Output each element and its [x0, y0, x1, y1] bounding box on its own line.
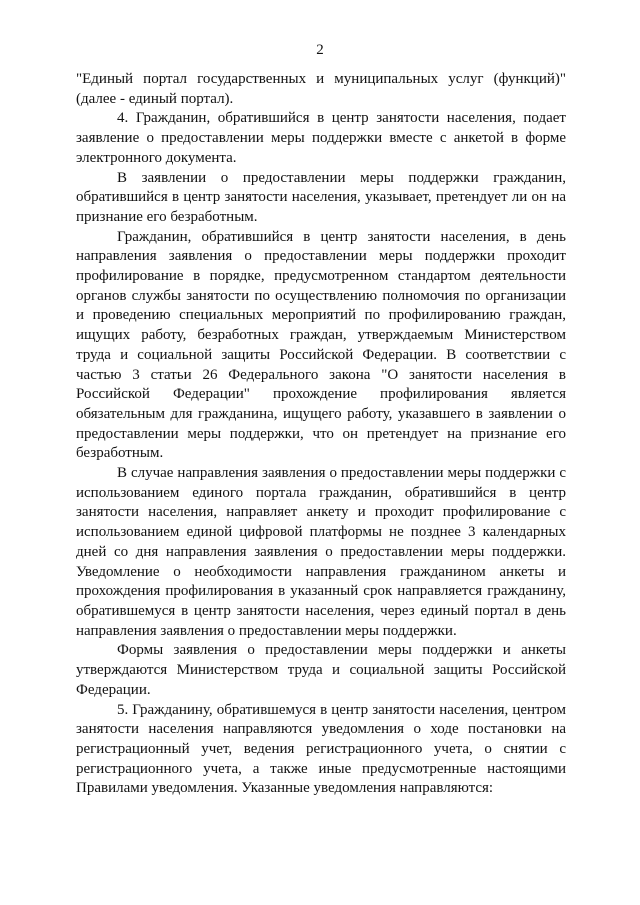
- paragraph-unemployed-claim: В заявлении о предоставлении меры поддержки гражданин, обратившийся в центр занятости населения, указывает, претендует ли он на признание его безработным.: [76, 169, 566, 225]
- paragraph-item-4: 4. Гражданин, обратившийся в центр занятости населения, подает заявление о предоставлении меры поддержки вместе с анкетой в форме электронного документа.: [76, 110, 566, 166]
- paragraph-portal-application: В случае направления заявления о предоставлении меры поддержки с использованием единого портала гражданин, обратившийся в центр занятости населения, направляет анкету и проходит профилирование с использованием единой цифровой платформы не позднее 3 календарных дней со дня направления заявления о предоставлении меры поддержки. Уведомление о необходимости направления гражданином анкеты и прохождения профилирования в указанный срок направляется гражданину, обратившемуся в центр занятости населения, через единый портал в день направления заявления о предоставлении меры поддержки.: [76, 465, 566, 639]
- paragraph-item-5: 5. Гражданину, обратившемуся в центр занятости населения, центром занятости населения направляются уведомления о ходе постановки на регистрационный учет, ведения регистрационного учета, о снятии с регистрационного учета, а также иные предусмотренные настоящими Правилами уведомления. Указанные уведомления направляются:: [76, 701, 566, 797]
- paragraph-portal-definition: "Единый портал государственных и муниципальных услуг (функций)" (далее - единый портал).: [76, 71, 566, 107]
- paragraph-forms: Формы заявления о предоставлении меры поддержки и анкеты утверждаются Министерством труда и социальной защиты Российской Федерации.: [76, 642, 566, 698]
- paragraph-profiling: Гражданин, обратившийся в центр занятости населения, в день направления заявления о предоставлении меры поддержки проходит профилирование в порядке, предусмотренном стандартом деятельности органов службы занятости по осуществлению полномочия по организации и проведению специальных мероприятий по профилированию граждан, ищущих работу, безработных граждан, утверждаемым Министерством труда и социальной защиты Российской Федерации. В соответствии с частью 3 статьи 26 Федерального закона "О занятости населения в Российской Федерации" прохождение профилирования является обязательным для гражданина, ищущего работу, указавшего в заявлении о предоставлении меры поддержки, что он претендует на признание его безработным.: [76, 228, 566, 462]
- document-body: [76, 70, 566, 799]
- page-number: 2: [316, 42, 324, 58]
